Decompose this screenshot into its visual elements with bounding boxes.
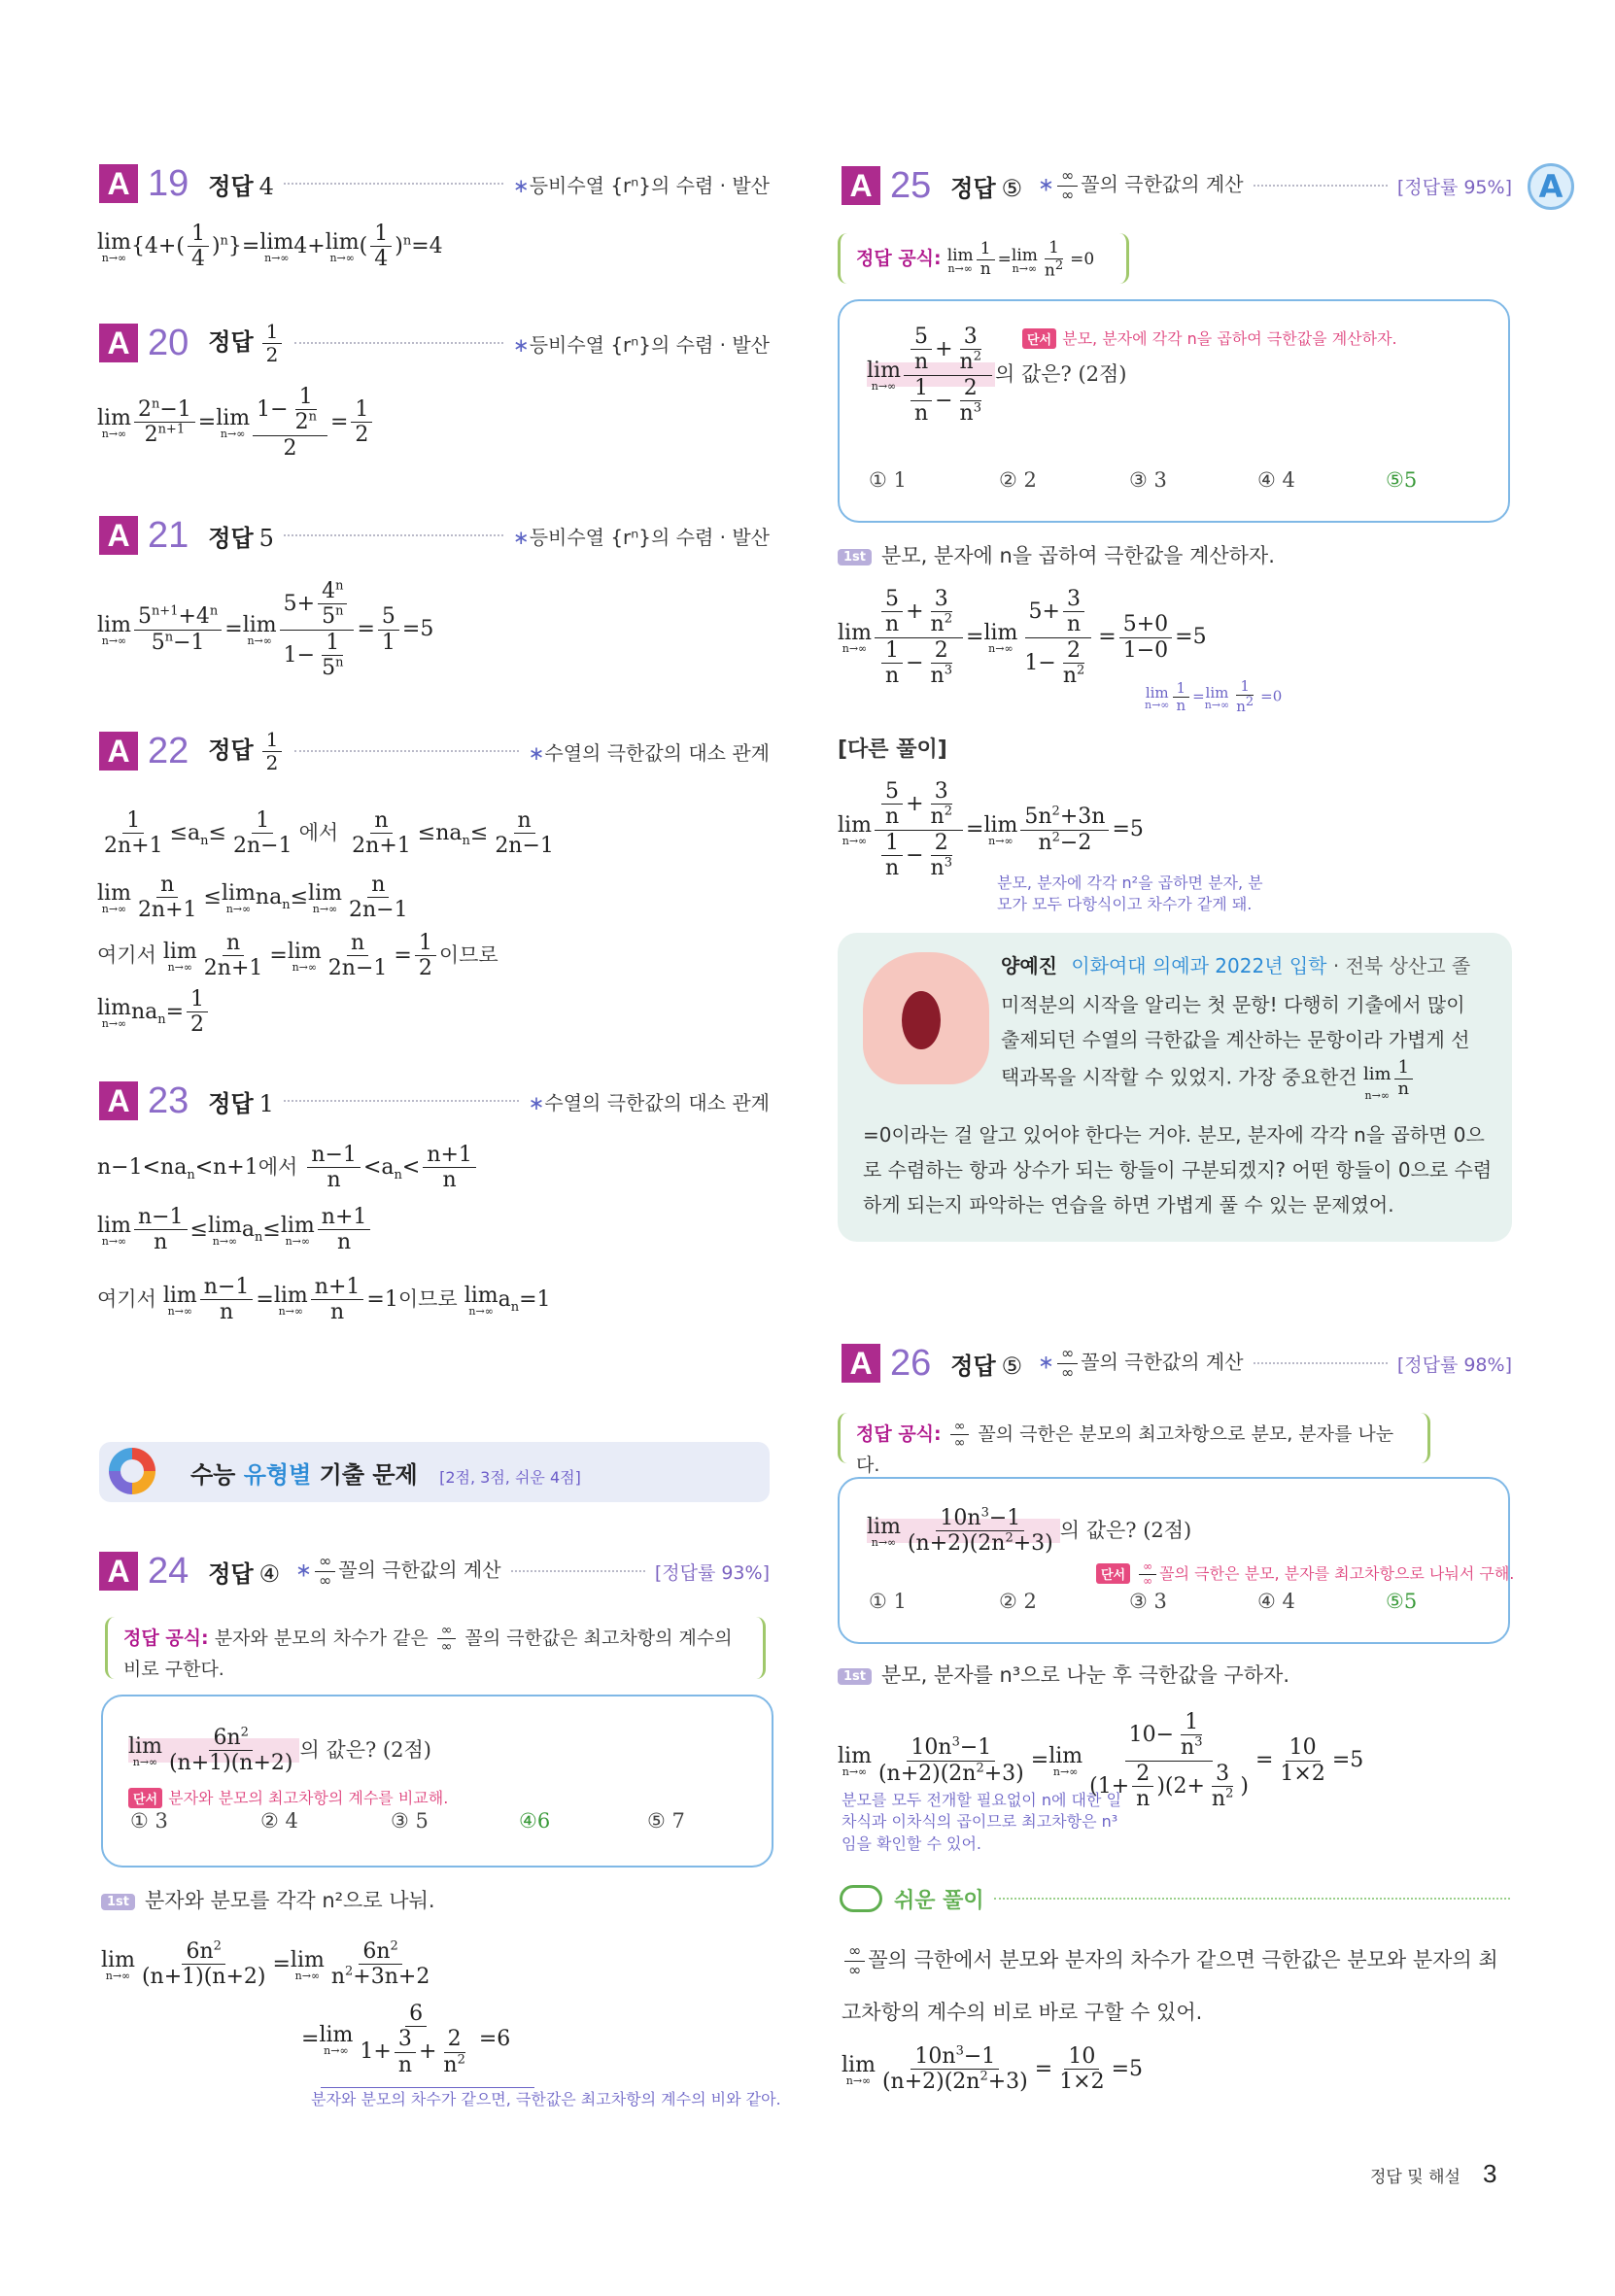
problem-21-header: A 21 정답 5 ∗등비수열 {rⁿ}의 수렴 · 발산: [99, 513, 770, 558]
p23-line1: $n-1<na_n<n+1$에서 $\frac{n-1}{n}$ $<a_n<$ $\frac{n+1}{n}$: [97, 1143, 479, 1193]
a-badge: A: [99, 164, 138, 203]
banner-logo-icon: [109, 1448, 155, 1494]
problem-25-header: A 25 정답 ⑤ ∗ ∞ ∞ 꼴의 극한값의 계산 [정답률 95%]: [842, 163, 1512, 208]
p26-step: 1st 분모, 분자를 n³으로 나눈 후 극한값을 구하자.: [838, 1660, 1289, 1689]
p25-limit-note: lim n→∞ $\frac{1}{n}$ =lim n→∞ $\frac{1}{n^2}$ =0: [1145, 677, 1283, 716]
easy-solution-math: lim n→∞ $\frac{10n^3-1}{(n+2)(2n^2+3)}$ = $\frac{10}{1\times 2}$ =5: [842, 2043, 1144, 2095]
p22-line3: 여기서 lim n→∞ $\frac{n}{2n+1}$ =lim n→∞ $\frac{n}{2n-1}$ = $\frac{1}{2}$ 이므로: [97, 931, 498, 981]
a-badge: A: [99, 516, 138, 555]
p26-formula: 정답 공식: ∞ ∞ 꼴의 극한은 분모의 최고차항으로 분모, 분자를 나눈다.: [838, 1413, 1430, 1463]
p24-formula: 정답 공식: 분자와 분모의 차수가 같은 ∞ ∞ 꼴의 극한값은 최고차항의 계수의 비로 구한다.: [105, 1617, 766, 1679]
p19-solution: lim n→∞ {4+( $\frac{1}{4}$ )$^n$}=lim n→∞ 4+lim n→∞ ( $\frac{1}{4}$ )$^n$=4: [97, 222, 443, 272]
p23-line3: 여기서 lim n→∞ $\frac{n-1}{n}$ =lim n→∞ $\frac{n+1}{n}$ =1이므로 lim n→∞ $a_n=1$: [97, 1275, 551, 1325]
alt-solution-title: [다른 풀이]: [838, 737, 947, 762]
correct-choice: ⑤5: [1386, 468, 1418, 492]
student-review: 양예진 이화여대 의예과 2022년 입학 · 전북 상산고 졸 미적분의 시작을 알리는 첫 문항! 다행히 기출에서 많이 출제되던 수열의 극한값을 계산하는 문항이라 가볍게 선택과목을 시작할 수 있었지. 가장 중요한건 lim n→∞ $\frac{1}{n}$ =0이라는 걸 알고 있어야 한다는 거야. 분모, 분자에 각각 n을 곱하면 0으로 수렴하는 항과 상수가 되는 항들이 구분되겠지? 어떤 항들이 0으로 수렴하게 되는지 파악하는 연습을 하면 가볍게 풀 수 있는 문제였어.: [838, 933, 1512, 1242]
problem-number: 19: [148, 162, 189, 204]
problem-24-header: A 24 정답 ④ ∗ ∞ ∞ 꼴의 극한값의 계산 [정답률 93%]: [99, 1549, 770, 1593]
correct-choice: ④6: [519, 1809, 551, 1833]
p22-line1: $\frac{1}{2n+1}$ $\le a_n\le$ $\frac{1}{2n-1}$ 에서 $\frac{n}{2n+1}$ $\le na_n\le$ $\frac{n}{2n-1}$: [104, 808, 554, 859]
a-badge: A: [99, 324, 138, 362]
p25-step: 1st 분모, 분자에 n을 곱하여 극한값을 계산하자.: [838, 540, 1275, 569]
p24-solution-1: lim n→∞ $\frac{6n^2}{(n+1)(n+2)}$ =lim n→∞ $\frac{6n^2}{n^2+3n+2}$: [101, 1938, 430, 1990]
a-badge: A: [99, 732, 138, 771]
side-a-tab-icon: A: [1528, 163, 1574, 210]
p24-step: 1st 분자와 분모를 각각 n²으로 나눠.: [101, 1885, 435, 1914]
p24-question-box: lim n→∞ $\frac{6n^2}{(n+1)(n+2)}$ 의 값은? (2점) 단서 분자와 분모의 최고차항의 계수를 비교해. ① 3 ② 4 ③ 5 ④6 ⑤ 7: [101, 1695, 773, 1868]
p25-solution: lim n→∞ $\frac{5}{n}$ + $\frac{3}{n^2}$ $\frac{1}{n}$ − $\frac{2}{n^3}$ =lim n→∞ 5+ $\frac{3}{n}$ 1− $\frac{2}{n^2}$ = $\frac{5+0}{1-0}$ =5: [838, 587, 1207, 688]
a-badge: A: [99, 1081, 138, 1120]
a-badge: A: [99, 1552, 138, 1591]
p23-line2: lim n→∞ $\frac{n-1}{n}$ ≤lim n→∞ $a_n\le\lim$ n→∞ $\frac{n+1}{n}$: [97, 1205, 373, 1255]
avatar: [863, 952, 989, 1084]
section-banner: 수능 유형별 기출 문제 [2점, 3점, 쉬운 4점]: [99, 1442, 770, 1502]
p26-note: 분모를 모두 전개할 필요없이 n에 대한 일차식과 이차식의 곱이므로 최고차항은 n³임을 확인할 수 있어.: [842, 1791, 1121, 1853]
p25-question-box: lim n→∞ $\frac{5}{n}$ + $\frac{3}{n^2}$ $\frac{1}{n}$ − $\frac{2}{n^3}$ 의 값은? (2점) 단서 분모, 분자에 각각 n을 곱하여 극한값을 계산하자. ① 1 ② 2 ③ 3 ④ 4 ⑤5: [838, 299, 1510, 523]
a-badge: A: [842, 166, 880, 205]
p24-note: 분자와 분모의 차수가 같으면, 극한값은 최고차항의 계수의 비와 같아.: [311, 2090, 781, 2108]
problem-19-header: A 19 정답 4 ∗등비수열 {rⁿ}의 수렴 · 발산: [99, 161, 770, 206]
p24-solution-2: =lim n→∞ 6 1+ $\frac{3}{n}$ + $\frac{2}{n^2}$ =6: [301, 2002, 511, 2077]
p22-line2: lim n→∞ $\frac{n}{2n+1}$ ≤lim n→∞ $na_n\le\lim$ n→∞ $\frac{n}{2n-1}$: [97, 873, 408, 923]
p25-alt-solution: lim n→∞ $\frac{5}{n}$ + $\frac{3}{n^2}$ $\frac{1}{n}$ − $\frac{2}{n^3}$ =lim n→∞ $\frac{5n^2+3n}{n^2-2}$ =5: [838, 779, 1144, 880]
problem-23-header: A 23 정답 1 ∗수열의 극한값의 대소 관계: [99, 1079, 770, 1123]
p21-solution: lim n→∞ $\frac{5^{n+1}+4^n}{5^n-1}$ =lim n→∞ 5+ $\frac{4^n}{5^n}$ 1− $\frac{1}{5^n}$ = $\frac{5}{1}$ =5: [97, 578, 434, 680]
problem-20-header: A 20 정답 $\frac{1}{2}$ ∗등비수열 {rⁿ}의 수렴 · 발산: [99, 321, 770, 365]
problem-22-header: A 22 정답 $\frac{1}{2}$ ∗수열의 극한값의 대소 관계: [99, 729, 770, 773]
easy-solution-header: 쉬운 풀이: [840, 1879, 1510, 1918]
glasses-icon: [840, 1885, 882, 1912]
p20-solution: lim n→∞ $\frac{2^n-1}{2^{n+1}}$ =lim n→∞ 1− $\frac{1}{2^n}$ 2 = $\frac{1}{2}$: [97, 385, 375, 461]
a-badge: A: [842, 1344, 880, 1383]
page-number: 3: [1483, 2159, 1497, 2188]
easy-solution-text: ∞ ∞ 꼴의 극한에서 분모와 분자의 차수가 같으면 극한값은 분모와 분자의 최고차항의 계수의 비로 바로 구할 수 있어.: [842, 1941, 1498, 2024]
p22-line4: lim n→∞ $na_n=$ $\frac{1}{2}$: [97, 987, 211, 1038]
p26-solution: lim n→∞ $\frac{10n^3-1}{(n+2)(2n^2+3)}$ =lim n→∞ 10− $\frac{1}{n^3}$ (1+ $\frac{2}{n}$ )(2+ $\frac{3}{n^2}$ ) = $\frac{10}{1\times 2}$ =5: [838, 1710, 1364, 1811]
p25-formula: 정답 공식: lim n→∞ $\frac{1}{n}$ =lim n→∞ $\frac{1}{n^2}$ =0: [838, 233, 1129, 284]
correct-choice: ⑤5: [1386, 1590, 1418, 1613]
p25-alt-note: 분모, 분자에 각각 n²을 곱하면 분자, 분모가 모두 다항식이고 차수가 같게 돼.: [997, 874, 1263, 914]
problem-26-header: A 26 정답 ⑤ ∗ ∞ ∞ 꼴의 극한값의 계산 [정답률 98%]: [842, 1341, 1512, 1386]
p26-question-box: lim n→∞ $\frac{10n^3-1}{(n+2)(2n^2+3)}$ 의 값은? (2점) 단서 ∞ ∞ 꼴의 극한은 분모, 분자를 최고차항으로 나눠서 구해. ① 1 ② 2 ③ 3 ④ 4 ⑤5: [838, 1477, 1510, 1644]
page-footer: 정답 및 해설 3: [1370, 2159, 1497, 2188]
